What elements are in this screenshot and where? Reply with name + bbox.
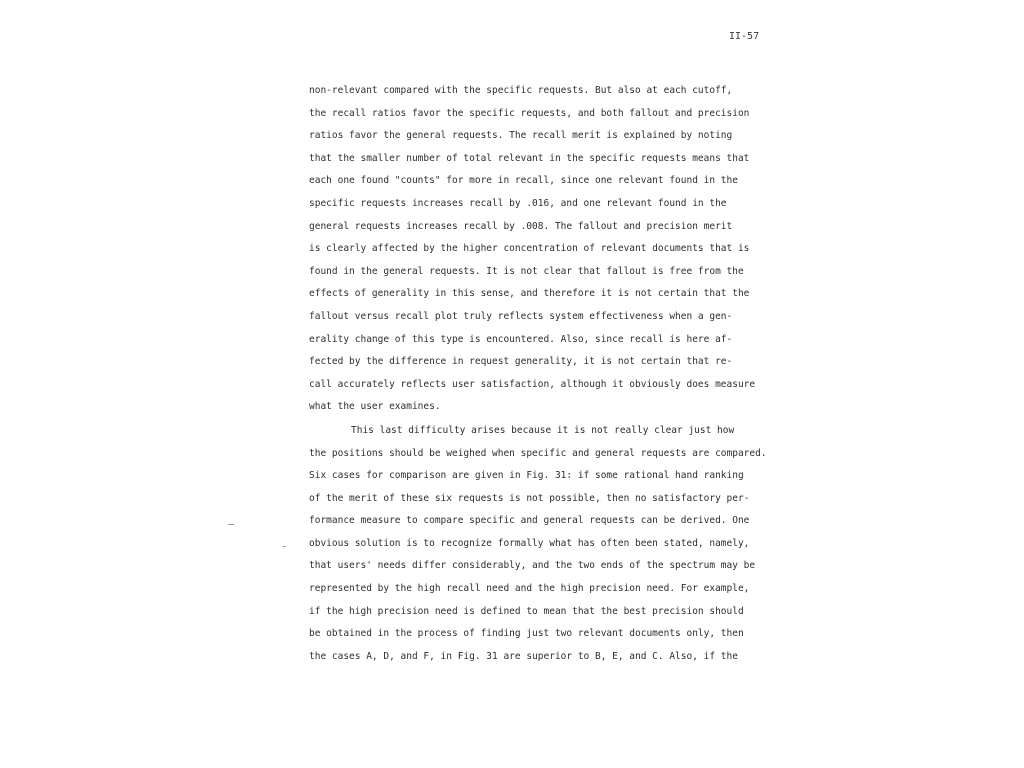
text-line: what the user examines.	[309, 401, 441, 413]
text-line: if the high precision need is defined to mean that the best precision should	[309, 605, 744, 617]
scan-speck	[283, 546, 286, 547]
text-line: fallout versus recall plot truly reflects system effectiveness when a gen-	[309, 310, 733, 322]
page-number: II-57	[729, 31, 760, 42]
text-line: This last difficulty arises because it is not really clear just how	[351, 424, 735, 436]
text-line: obvious solution is to recognize formally what has often been stated, namely,	[309, 537, 750, 549]
text-line: represented by the high recall need and the high precision need. For example,	[309, 583, 750, 595]
text-line: that the smaller number of total relevant in the specific requests means that	[309, 152, 750, 164]
text-line: Six cases for comparison are given in Fig. 31: if some rational hand ranking	[309, 470, 744, 482]
text-line: that users' needs differ considerably, and the two ends of the spectrum may be	[309, 560, 756, 572]
text-line: each one found "counts" for more in recall, since one relevant found in the	[309, 175, 738, 187]
text-line: specific requests increases recall by .016, and one relevant found in the	[309, 197, 727, 209]
text-line: fected by the difference in request generality, it is not certain that re-	[309, 356, 733, 368]
text-line: ratios favor the general requests. The recall merit is explained by noting	[309, 130, 733, 142]
text-line: general requests increases recall by .008. The fallout and precision merit	[309, 220, 733, 232]
text-line: the cases A, D, and F, in Fig. 31 are superior to B, E, and C. Also, if the	[309, 650, 738, 662]
text-line: found in the general requests. It is not clear that fallout is free from the	[309, 265, 744, 277]
paragraph-2	[309, 420, 767, 669]
text-line: formance measure to compare specific and general requests can be derived. One	[309, 515, 750, 527]
text-line: effects of generality in this sense, and therefore it is not certain that the	[309, 288, 750, 300]
paragraph-1	[309, 80, 756, 419]
text-line: non-relevant compared with the specific requests. But also at each cutoff,	[309, 85, 733, 96]
body-text	[309, 80, 767, 668]
text-line: erality change of this type is encountered. Also, since recall is here af-	[309, 333, 733, 345]
text-line: is clearly affected by the higher concentration of relevant documents that is	[309, 243, 750, 255]
scan-speck	[228, 524, 234, 525]
text-line: the positions should be weighed when specific and general requests are compared.	[309, 447, 767, 459]
text-line: call accurately reflects user satisfaction, although it obviously does measure	[309, 378, 756, 390]
text-line: of the merit of these six requests is not possible, then no satisfactory per-	[309, 492, 750, 504]
text-line: the recall ratios favor the specific requests, and both fallout and precision	[309, 107, 750, 119]
text-line: be obtained in the process of finding just two relevant documents only, then	[309, 628, 744, 640]
